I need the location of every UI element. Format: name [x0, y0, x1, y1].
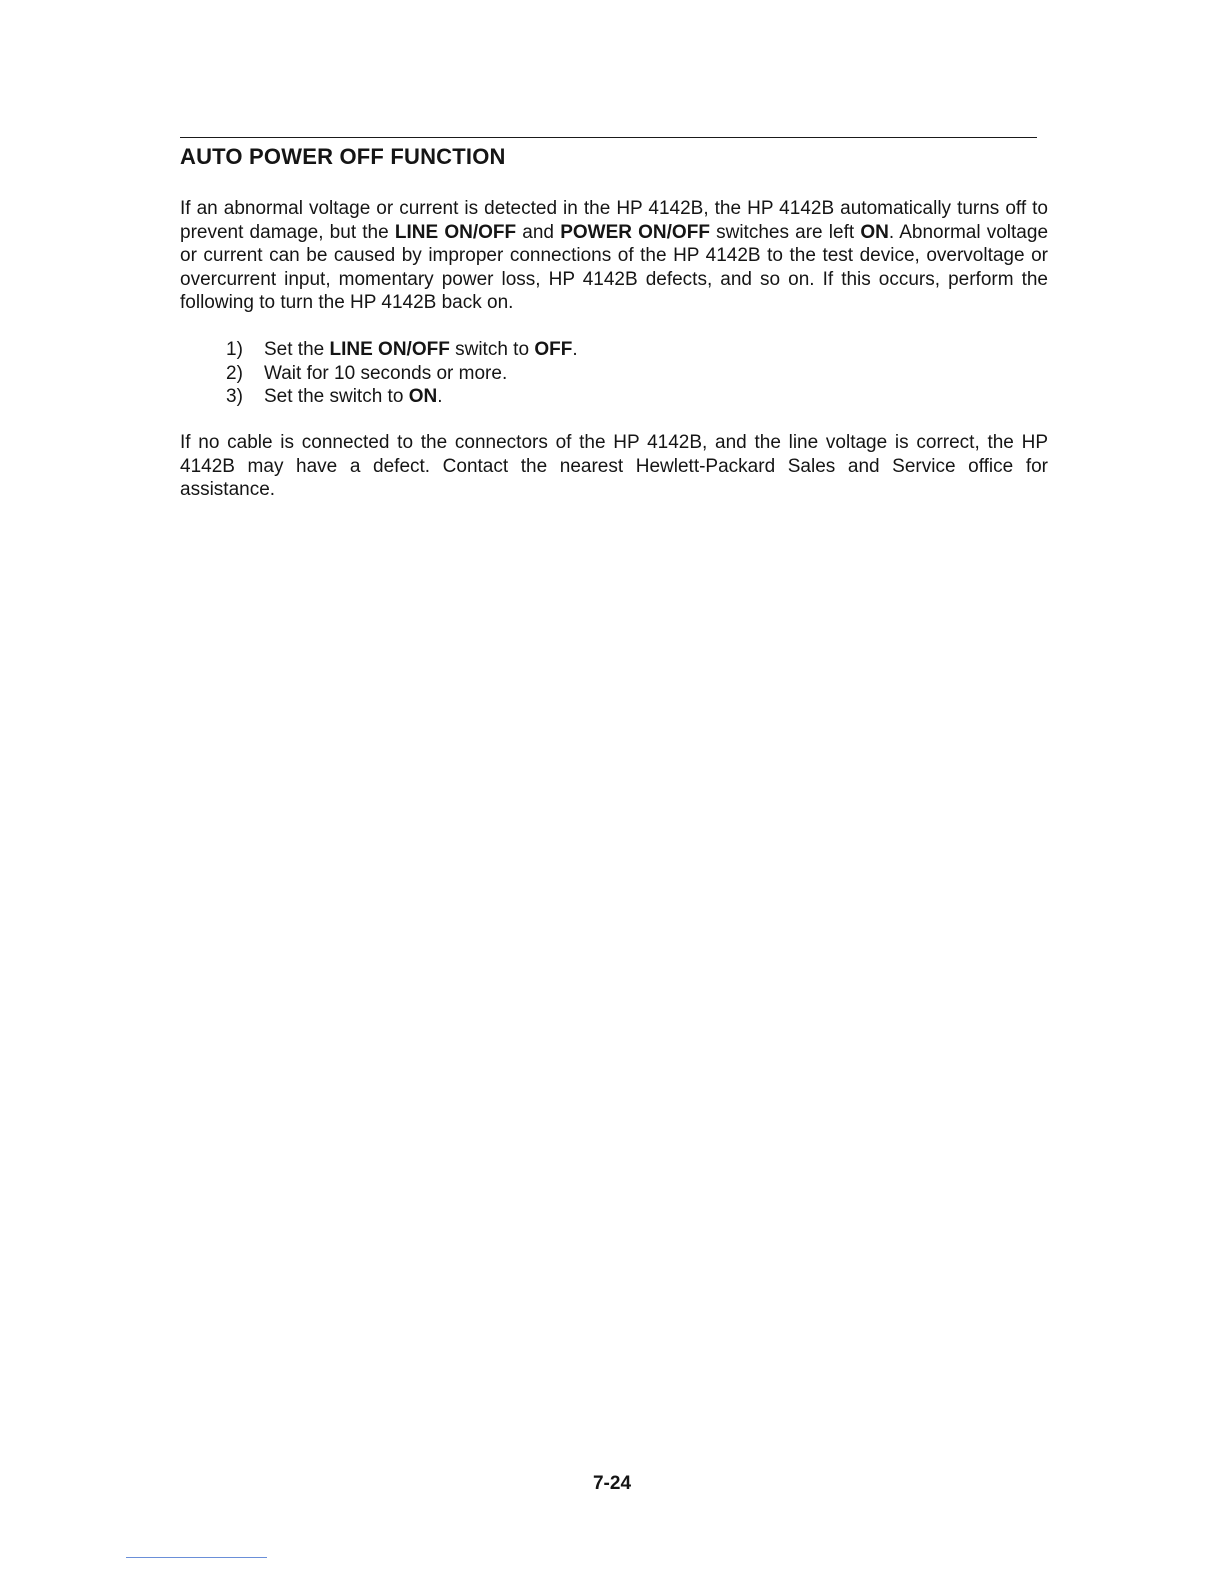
- intro-paragraph: If an abnormal voltage or current is detected in the HP 4142B, the HP 4142B automatically turns off to prevent damage, but the LINE ON/OFF and POWER ON/OFF switches are left ON. Abnormal voltage or current can be caused by improper connections of the HP 4142B to the test device, overvoltage or overcurrent input, momentary power loss, HP 4142B defects, and so on. If this occurs, perform the following to turn the HP 4142B back on.: [180, 198, 1049, 313]
- step-number: 1): [226, 339, 243, 360]
- step-number: 3): [226, 386, 243, 407]
- step-number: 2): [226, 362, 243, 384]
- section-rule: [180, 137, 1037, 138]
- support-paragraph: If no cable is connected to the connectors of the HP 4142B, and the line voltage is correct, the HP 4142B may have a defect. Contact the nearest Hewlett-Packard Sales and Service office for assistance.: [180, 432, 1048, 500]
- step-item: 1) Set the LINE ON/OFF switch to OFF.: [226, 339, 578, 360]
- step-item: 3) Set the switch to ON.: [226, 386, 443, 407]
- on-state-label: ON: [860, 221, 889, 243]
- procedure-steps: [226, 338, 578, 409]
- line-switch-label: LINE ON/OFF: [394, 221, 517, 243]
- power-switch-label: POWER ON/OFF: [560, 221, 710, 243]
- step-item: 2) Wait for 10 seconds or more.: [226, 362, 508, 384]
- section-heading: AUTO POWER OFF FUNCTION: [180, 144, 506, 169]
- footer-rule: [126, 1557, 267, 1558]
- page-number: 7-24: [592, 1473, 632, 1494]
